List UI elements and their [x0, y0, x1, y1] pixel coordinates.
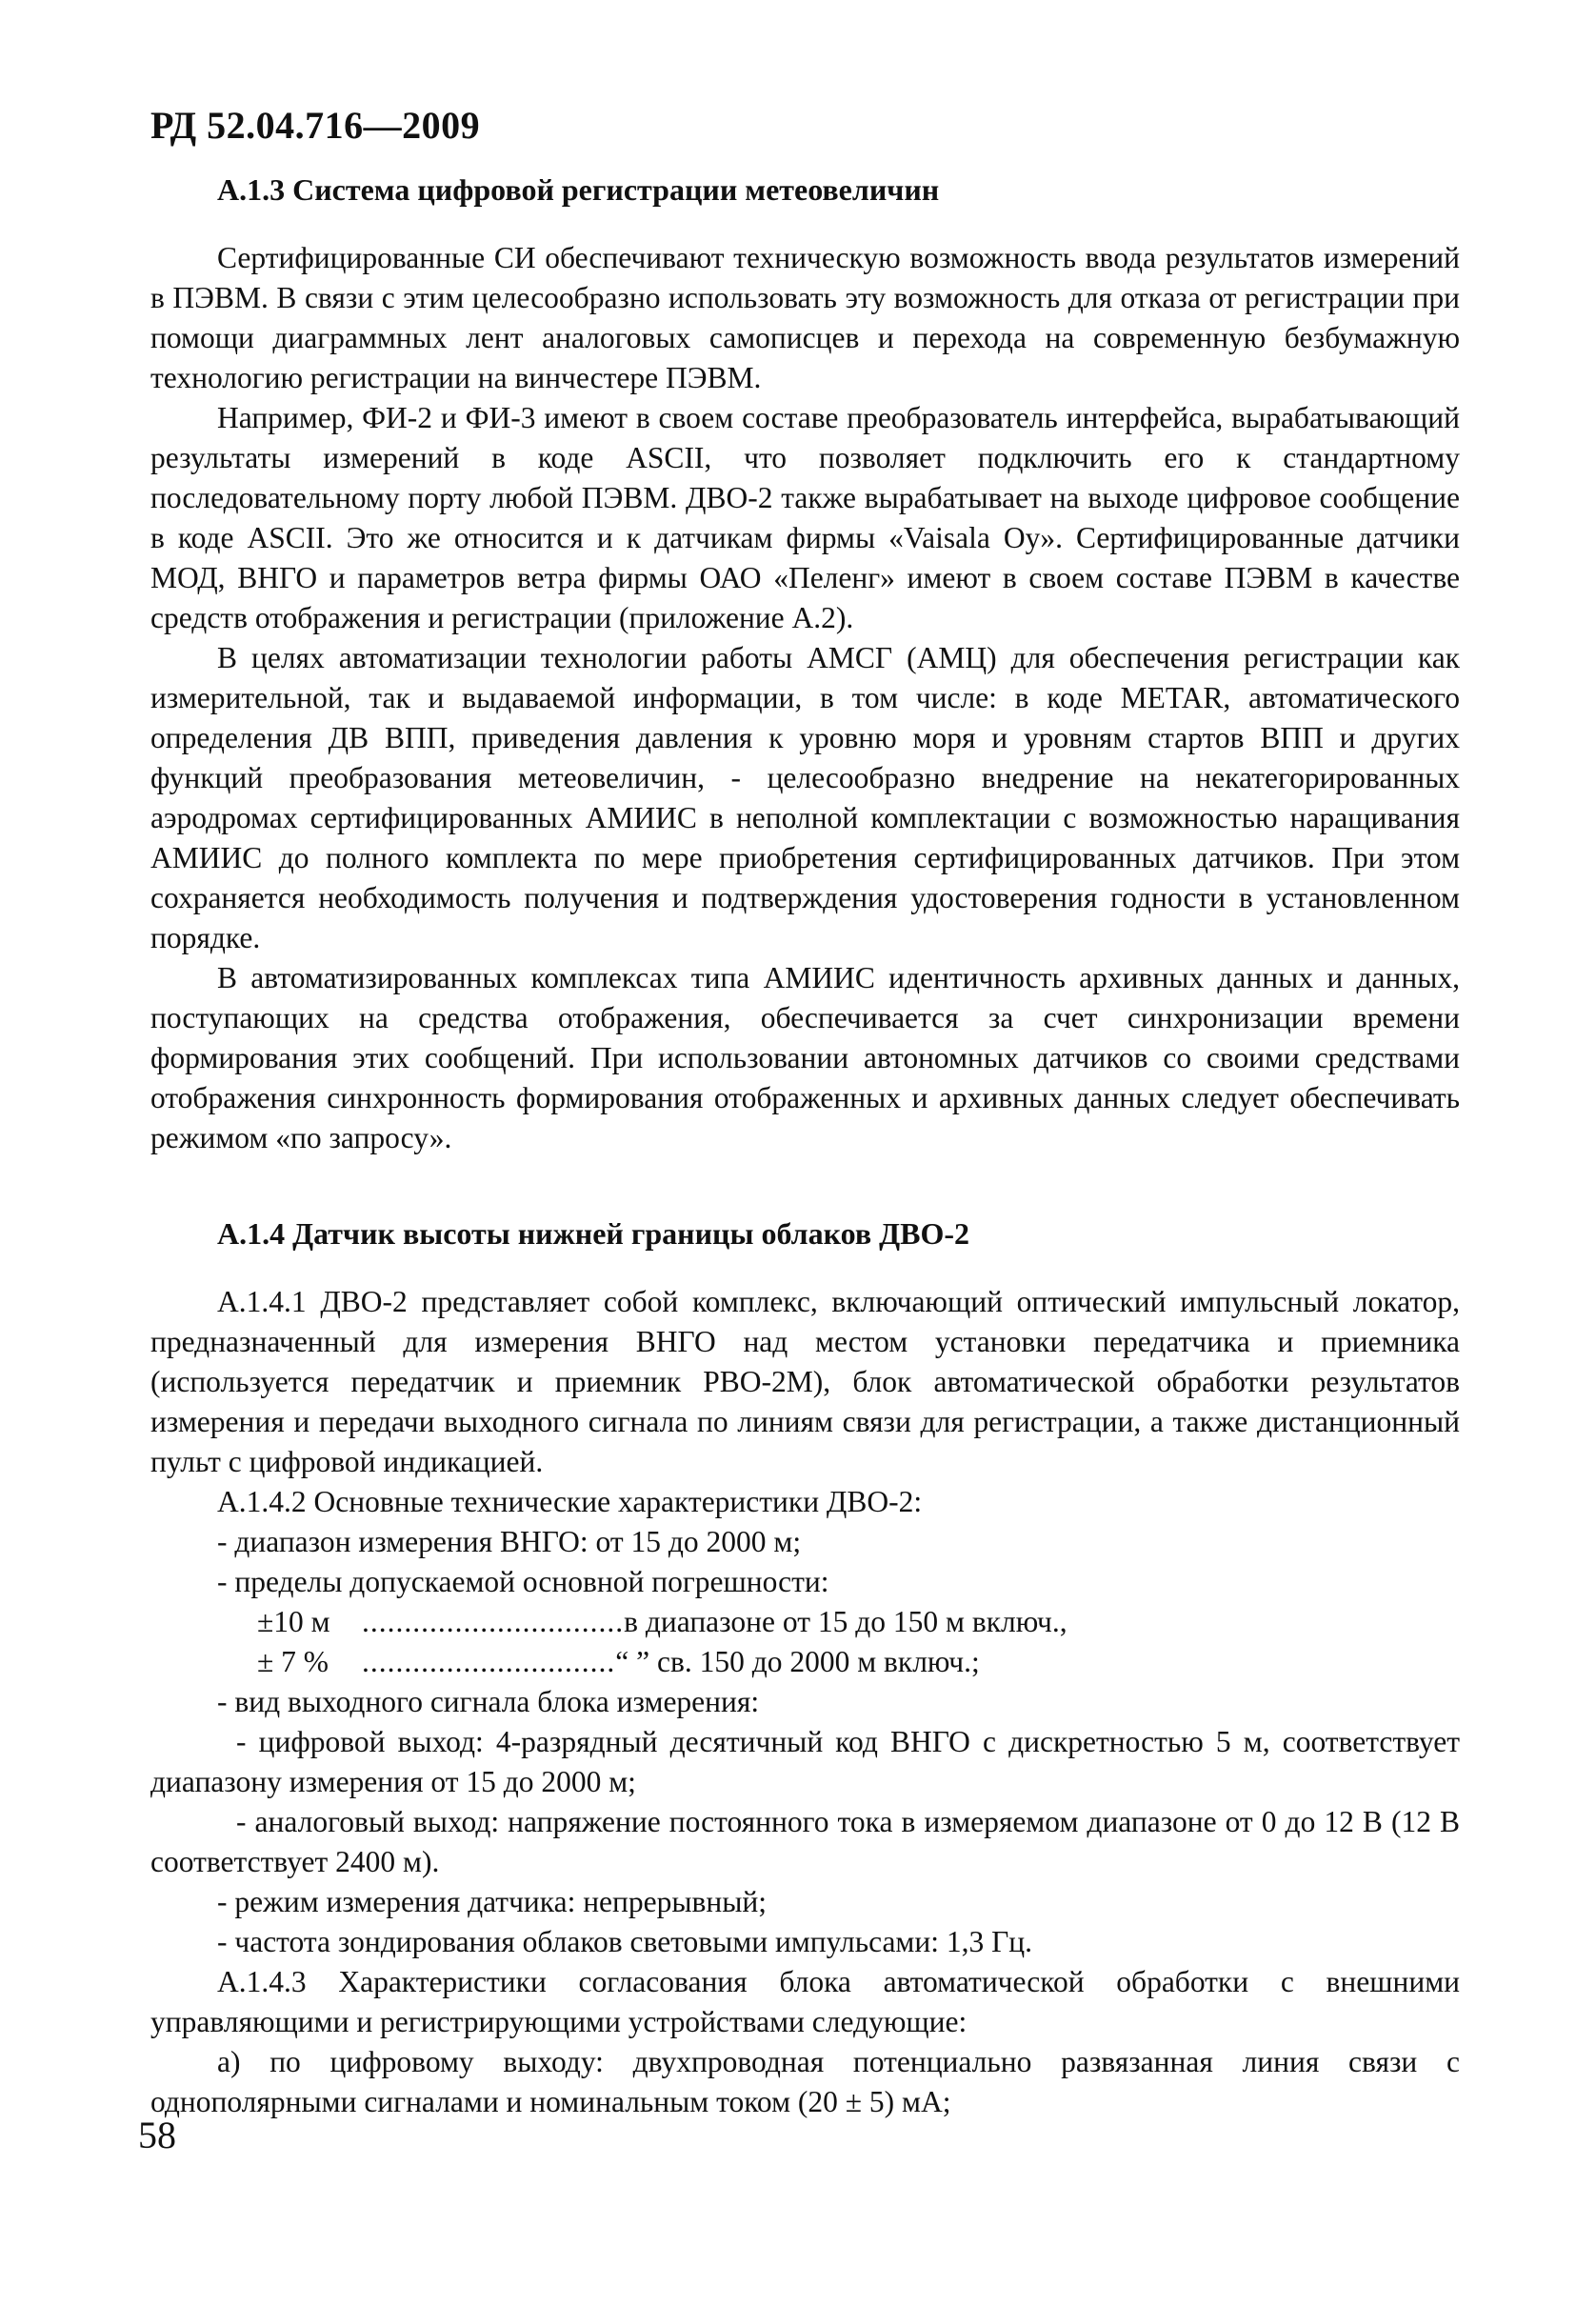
- paragraph-a142: А.1.4.2 Основные технические характеристики ДВО-2:: [217, 1485, 923, 1518]
- error-range-1: в диапазоне от 15 до 150 м включ.,: [624, 1605, 1067, 1638]
- paragraph-a13-2: Например, ФИ-2 и ФИ-3 имеют в своем составе преобразователь интерфейса, вырабатывающий результаты измерений в коде ASCII, что позволяет подключить его к стандартному последовательному порту любой ПЭВМ. ДВО-2 также вырабатывает на выходе цифровое сообщение в коде ASCII. Это же относится и к датчикам фирмы «Vaisala Oy». Сертифицированные датчики МОД, ВНГО и параметров ветра фирмы ОАО «Пеленг» имеют в своем составе ПЭВМ в качестве средств отображения и регистрации (приложение А.2).: [150, 401, 1460, 634]
- list-item-analog-output: - аналоговый выход: напряжение постоянного тока в измеряемом диапазоне от 0 до 12 В (12 В соответствует 2400 м).: [150, 1805, 1460, 1878]
- error-row-2: [257, 1642, 1460, 1682]
- document-code-header: РД 52.04.716—2009: [150, 104, 481, 147]
- section-heading-a13: А.1.3 Система цифровой регистрации метеовеличин: [217, 172, 940, 207]
- error-row-1: [257, 1602, 1460, 1642]
- list-item-range: - диапазон измерения ВНГО: от 15 до 2000 м;: [217, 1525, 802, 1558]
- page-number: 58: [138, 2114, 176, 2156]
- paragraph-a143: А.1.4.3 Характеристики согласования блока автоматической обработки с внешними управляющими и регистрирующими устройствами следующие:: [150, 1965, 1460, 2038]
- paragraph-a13-4: В автоматизированных комплексах типа АМИИС идентичность архивных данных и данных, поступающих на средства отображения, обеспечивается за счет синхронизации времени формирования этих сообщений. При использовании автономных датчиков со своими средствами отображения синхронность формирования отображенных и архивных данных следует обеспечивать режимом «по запросу».: [150, 961, 1460, 1154]
- list-item-output-signal: - вид выходного сигнала блока измерения:: [217, 1685, 760, 1718]
- list-item-frequency: - частота зондирования облаков световыми импульсами: 1,3 Гц.: [217, 1925, 1033, 1958]
- list-item-mode: - режим измерения датчика: непрерывный;: [217, 1885, 768, 1918]
- list-item-error-limits: - пределы допускаемой основной погрешности:: [217, 1565, 829, 1598]
- section-heading-a14: А.1.4 Датчик высоты нижней границы облаков ДВО-2: [217, 1216, 970, 1251]
- leader-dots-2: ..............................: [362, 1645, 616, 1678]
- paragraph-a143-a: а) по цифровому выходу: двухпроводная потенциально развязанная линия связи с однополярными сигналами и номинальным током (20 ± 5) мА;: [150, 2045, 1460, 2118]
- paragraph-a13-1: Сертифицированные СИ обеспечивают техническую возможность ввода результатов измерений в ПЭВМ. В связи с этим целесообразно использовать эту возможность для отказа от регистрации при помощи диаграммных лент аналоговых самописцев и перехода на современную безбумажную технологию регистрации на винчестере ПЭВМ.: [150, 241, 1460, 394]
- paragraph-a141: А.1.4.1 ДВО-2 представляет собой комплекс, включающий оптический импульсный локатор, предназначенный для измерения ВНГО над местом установки передатчика и приемника (используется передатчик и приемник РВО-2М), блок автоматической обработки результатов измерения и передачи выходного сигнала по линиям связи для регистрации, а также дистанционный пульт с цифровой индикацией.: [150, 1285, 1460, 1478]
- list-item-digital-output: - цифровой выход: 4-разрядный десятичный код ВНГО с дискретностью 5 м, соответствует диапазону измерения от 15 до 2000 м;: [150, 1725, 1460, 1798]
- error-value-1: ±10 м: [257, 1605, 330, 1638]
- error-value-2: ± 7 %: [257, 1645, 329, 1678]
- paragraph-a13-3: В целях автоматизации технологии работы АМСГ (АМЦ) для обеспечения регистрации как измерительной, так и выдаваемой информации, в том числе: в коде METAR, автоматического определения ДВ ВПП, приведения давления к уровню моря и уровням стартов ВПП и других функций преобразования метеовеличин, - целесообразно внедрение на некатегорированных аэродромах сертифицированных АМИИС в неполной комплектации с возможностью наращивания АМИИС до полного комплекта по мере приобретения сертифицированных датчиков. При этом сохраняется необходимость получения и подтверждения удостоверения годности в установленном порядке.: [150, 641, 1460, 954]
- leader-dots-1: ...............................: [362, 1605, 625, 1638]
- error-range-2: “ ” св. 150 до 2000 м включ.;: [615, 1645, 980, 1678]
- page-content: [150, 170, 1460, 2122]
